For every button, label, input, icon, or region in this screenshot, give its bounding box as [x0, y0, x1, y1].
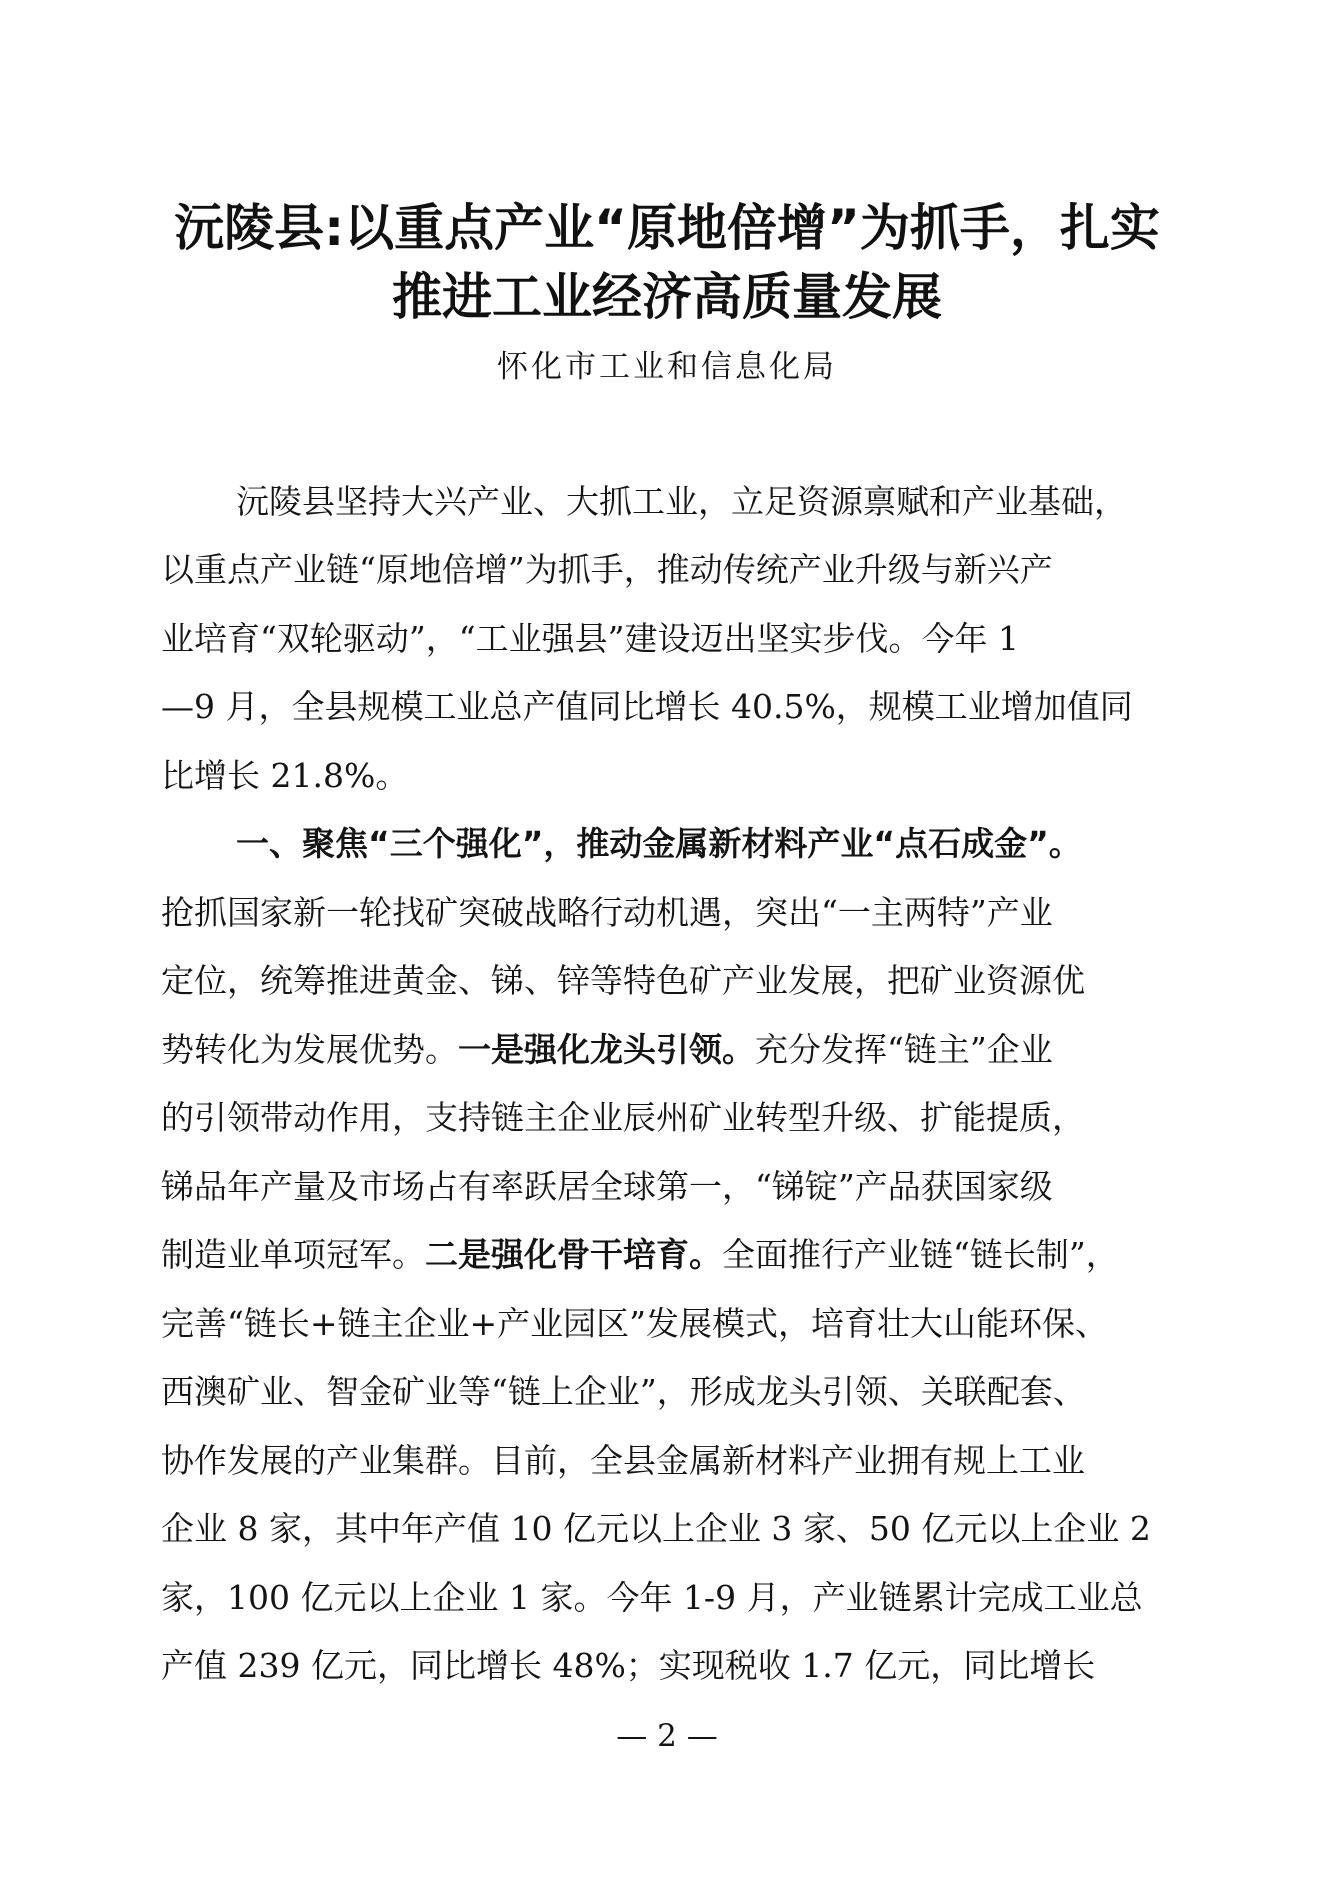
body-text: 充分发挥“链主”企业 — [755, 1030, 1053, 1069]
body-line: 企业 8 家，其中年产值 10 亿元以上企业 3 家、50 亿元以上企业 2 — [161, 1509, 1151, 1548]
body-text: 制造业单项冠军。 — [161, 1235, 425, 1274]
bold-phrase: 二是强化骨干培育。 — [425, 1235, 722, 1274]
body-line-mixed — [161, 1025, 1173, 1075]
body-text: 势转化为发展优势。 — [161, 1030, 458, 1069]
body-line: 抢抓国家新一轮找矿突破战略行动机遇，突出“一主两特”产业 — [161, 893, 1053, 932]
body-line: 比增长 21.8%。 — [161, 756, 409, 795]
document-title-line-2: 推进工业经济高质量发展 — [392, 268, 942, 326]
document-title-line-1: 沅陵县:以重点产业“原地倍增”为抓手，扎实 — [174, 199, 1160, 257]
body-line: 家，100 亿元以上企业 1 家。今年 1-9 月，产业链累计完成工业总 — [161, 1578, 1143, 1617]
body-line: 完善“链长+链主企业+产业园区”发展模式，培育壮大山能环保、 — [161, 1304, 1109, 1343]
body-line: —9 月，全县规模工业总产值同比增长 40.5%，规模工业增加值同 — [161, 687, 1133, 726]
body-line: 业培育“双轮驱动”，“工业强县”建设迈出坚实步伐。今年 1 — [161, 619, 1019, 658]
body-line-mixed — [161, 1230, 1173, 1280]
body-text: 全面推行产业链“链长制”， — [722, 1235, 1119, 1274]
body-line: 锑品年产量及市场占有率跃居全球第一，“锑锭”产品获国家级 — [161, 1167, 1053, 1206]
section-heading: 一、聚焦“三个强化”，推动金属新材料产业“点石成金”。 — [236, 824, 1082, 863]
body-line: 的引领带动作用，支持链主企业辰州矿业转型升级、扩能提质， — [161, 1098, 1085, 1137]
body-line: 以重点产业链“原地倍增”为抓手，推动传统产业升级与新兴产 — [161, 550, 1053, 589]
document-author: 怀化市工业和信息化局 — [497, 349, 837, 385]
body-line: 沅陵县坚持大兴产业、大抓工业，立足资源禀赋和产业基础， — [236, 482, 1127, 521]
page-number: — 2 — — [616, 1718, 718, 1754]
bold-phrase: 一是强化龙头引领。 — [458, 1030, 755, 1069]
body-line: 西澳矿业、智金矿业等“链上企业”，形成龙头引领、关联配套、 — [161, 1372, 1086, 1411]
body-line: 产值 239 亿元，同比增长 48%；实现税收 1.7 亿元，同比增长 — [161, 1646, 1096, 1685]
body-line: 定位，统筹推进黄金、锑、锌等特色矿产业发展，把矿业资源优 — [161, 961, 1085, 1000]
body-line: 协作发展的产业集群。目前，全县金属新材料产业拥有规上工业 — [161, 1441, 1085, 1480]
